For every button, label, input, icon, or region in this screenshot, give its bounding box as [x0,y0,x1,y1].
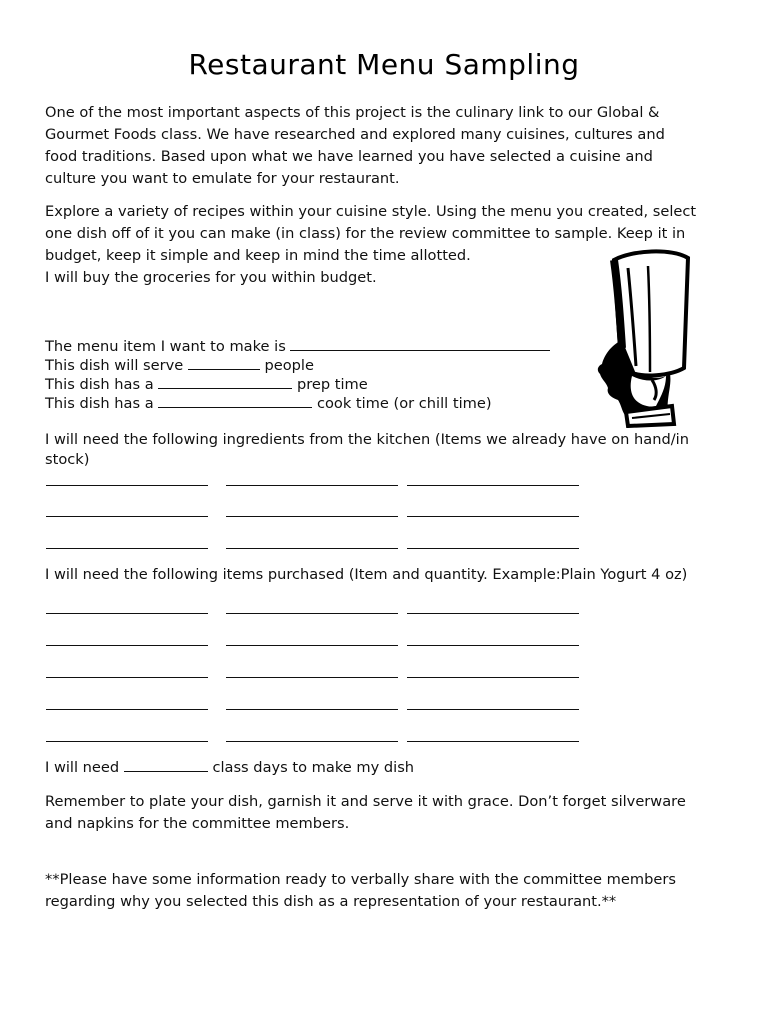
class-days-label: I will need [45,759,120,776]
purchase-blank[interactable] [46,645,208,646]
purchase-blank[interactable] [226,741,398,742]
cook-suffix: cook time (or chill time) [316,395,492,412]
ingredient-blank[interactable] [226,485,398,486]
class-days-line [45,758,414,778]
purchase-blank[interactable] [407,677,579,678]
serve-suffix: people [264,357,314,374]
menu-item-line [45,337,550,357]
prep-blank[interactable] [158,375,292,389]
ingredient-blank[interactable] [226,516,398,517]
purchase-blank[interactable] [226,709,398,710]
ingredient-blank[interactable] [407,516,579,517]
chef-head-icon [592,248,692,428]
class-days-suffix: class days to make my dish [212,759,415,776]
explore-paragraph: Explore a variety of recipes within your cuisine style. Using the menu you created, select one dish off of it you can make (in class) for the review committee to sample. Keep it in budget, keep it simple and keep in mind the time allotted. I will buy the groceries for you within budget. [45,203,697,286]
cook-label: This dish has a [45,395,154,412]
prep-label: This dish has a [45,376,154,393]
purchase-blank[interactable] [226,677,398,678]
purchase-blank[interactable] [46,613,208,614]
ingredient-blank[interactable] [46,516,208,517]
menu-item-label: The menu item I want to make is [45,338,286,355]
class-days-blank[interactable] [124,758,208,772]
serve-label: This dish will serve [45,357,184,374]
cook-line [45,394,492,414]
purchase-blank[interactable] [46,741,208,742]
purchase-blank[interactable] [46,677,208,678]
purchase-blank[interactable] [407,645,579,646]
prep-suffix: prep time [296,376,368,393]
prep-line [45,375,368,395]
serve-line [45,356,314,376]
cook-blank[interactable] [158,394,312,408]
page-title: Restaurant Menu Sampling [188,48,580,81]
purchase-blank[interactable] [407,709,579,710]
ingredient-blank[interactable] [407,548,579,549]
purchased-heading: I will need the following items purchased (Item and quantity. Example:Plain Yogurt 4 oz) [45,566,688,583]
intro-paragraph: One of the most important aspects of this project is the culinary link to our Global & Gourmet Foods class. We have researched and explored many cuisines, cultures and food traditions. Based upon what we have learned you have selected a cuisine and culture you want to emulate for your restaurant. [45,104,665,187]
ingredient-blank[interactable] [407,485,579,486]
menu-item-blank[interactable] [290,337,550,351]
ingredients-heading: I will need the following ingredients from the kitchen (Items we already have on hand/in stock) [45,431,689,468]
ingredient-blank[interactable] [46,548,208,549]
purchase-blank[interactable] [407,741,579,742]
ingredient-blank[interactable] [46,485,208,486]
purchase-blank[interactable] [46,709,208,710]
note-paragraph: **Please have some information ready to verbally share with the committee members regarding why you selected this dish as a representation of your restaurant.** [45,871,676,910]
ingredient-blank[interactable] [226,548,398,549]
purchase-blank[interactable] [407,613,579,614]
purchase-blank[interactable] [226,613,398,614]
reminder-paragraph: Remember to plate your dish, garnish it and serve it with grace. Don’t forget silverware and napkins for the committee members. [45,793,686,832]
serve-blank[interactable] [188,356,260,370]
purchase-blank[interactable] [226,645,398,646]
